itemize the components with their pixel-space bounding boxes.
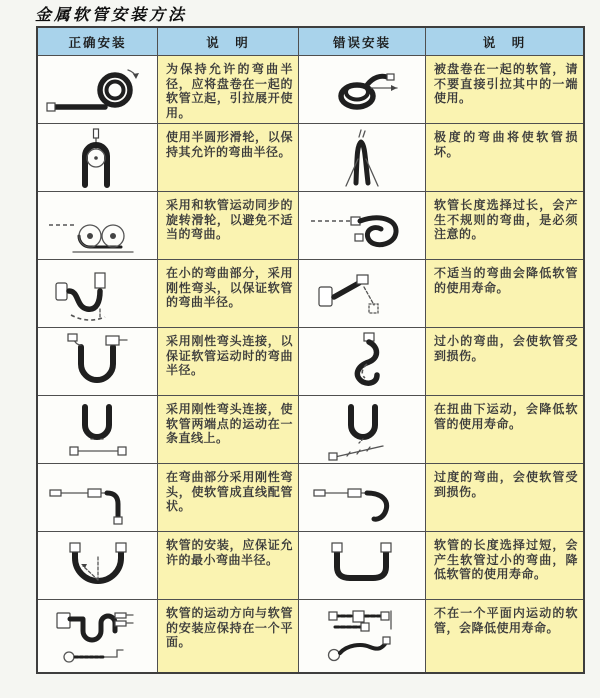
u-loop-twisted-icon bbox=[307, 399, 417, 461]
u-loop-rigid-elbow-icon bbox=[43, 331, 153, 393]
correct-description: 软管的安装，应保证允许的最小弯曲半径。 bbox=[158, 532, 298, 599]
correct-description: 为保持允许的弯曲半径，应将盘卷在一起的软管立起，引拉展开使用。 bbox=[158, 56, 298, 123]
correct-illustration-cell bbox=[38, 396, 157, 463]
correct-illustration-cell bbox=[38, 124, 157, 191]
correct-description: 采用刚性弯头连接，以保证软管运动时的弯曲半径。 bbox=[158, 328, 298, 395]
wrong-illustration-cell bbox=[299, 56, 425, 123]
correct-illustration-cell bbox=[38, 56, 157, 123]
too-small-bend-icon bbox=[307, 331, 417, 393]
minimum-bend-radius-icon bbox=[43, 535, 153, 597]
correct-description: 在小的弯曲部分，采用刚性弯头，以保证软管的弯曲半径。 bbox=[158, 260, 298, 327]
header-correct-install: 正确安装 bbox=[38, 28, 157, 55]
wrong-description: 软管长度选择过长，会产生不规则的弯曲，是必须注意的。 bbox=[426, 192, 583, 259]
too-short-flat-bend-icon bbox=[307, 535, 417, 597]
motion-out-of-plane-icon bbox=[307, 603, 417, 669]
correct-illustration-cell bbox=[38, 260, 157, 327]
correct-illustration-cell bbox=[38, 600, 157, 672]
correct-illustration-cell bbox=[38, 328, 157, 395]
wrong-illustration-cell bbox=[299, 328, 425, 395]
wrong-illustration-cell bbox=[299, 600, 425, 672]
correct-illustration-cell bbox=[38, 192, 157, 259]
irregular-loop-icon bbox=[307, 196, 417, 256]
rigid-elbow-small-bend-icon bbox=[43, 263, 153, 325]
u-loop-straight-line-motion-icon bbox=[43, 399, 153, 461]
wrong-illustration-cell bbox=[299, 260, 425, 327]
wrong-description: 过小的弯曲，会使软管受到损伤。 bbox=[426, 328, 583, 395]
installation-method-table bbox=[36, 26, 585, 674]
correct-description: 在弯曲部分采用刚性弯头，使软管成直线配管状。 bbox=[158, 464, 298, 531]
hose-over-pulley-icon bbox=[43, 127, 153, 189]
correct-description: 采用刚性弯头连接，使软管两端点的运动在一条直线上。 bbox=[158, 396, 298, 463]
wrong-illustration-cell bbox=[299, 532, 425, 599]
wrong-description: 被盘卷在一起的软管，请不要直接引拉其中的一端使用。 bbox=[426, 56, 583, 123]
wrong-description: 在扭曲下运动，会降低软管的使用寿命。 bbox=[426, 396, 583, 463]
correct-description: 采用和软管运动同步的旋转滑轮，以避免不适当的弯曲。 bbox=[158, 192, 298, 259]
wrong-illustration-cell bbox=[299, 192, 425, 259]
coiled-hose-stood-up-icon bbox=[43, 60, 153, 120]
motion-in-one-plane-icon bbox=[43, 603, 153, 669]
extreme-bend-icon bbox=[307, 127, 417, 189]
wrong-description: 软管的长度选择过短，会产生软管过小的弯曲，降低软管的使用寿命。 bbox=[426, 532, 583, 599]
wrong-description: 过度的弯曲，会使软管受到损伤。 bbox=[426, 464, 583, 531]
header-description-correct: 说 明 bbox=[158, 28, 298, 55]
straight-piping-elbow-icon bbox=[43, 467, 153, 529]
wrong-description: 极度的弯曲将使软管损坏。 bbox=[426, 124, 583, 191]
wrong-illustration-cell bbox=[299, 396, 425, 463]
rotating-pulleys-icon bbox=[43, 196, 153, 256]
correct-description: 软管的运动方向与软管的安装应保持在一个平面。 bbox=[158, 600, 298, 672]
overbent-droop-icon bbox=[307, 467, 417, 529]
correct-description: 使用半圆形滑轮，以保持其允许的弯曲半径。 bbox=[158, 124, 298, 191]
correct-illustration-cell bbox=[38, 532, 157, 599]
header-wrong-install: 错误安装 bbox=[299, 28, 425, 55]
correct-illustration-cell bbox=[38, 464, 157, 531]
wrong-illustration-cell bbox=[299, 124, 425, 191]
wrong-description: 不适当的弯曲会降低软管的使用寿命。 bbox=[426, 260, 583, 327]
page-title: 金属软管安装方法 bbox=[35, 5, 188, 24]
header-description-wrong: 说 明 bbox=[426, 28, 583, 55]
improper-bend-icon bbox=[307, 263, 417, 325]
wrong-description: 不在一个平面内运动的软管，会降低使用寿命。 bbox=[426, 600, 583, 672]
wrong-illustration-cell bbox=[299, 464, 425, 531]
coiled-hose-pulled-end-icon bbox=[307, 60, 417, 120]
